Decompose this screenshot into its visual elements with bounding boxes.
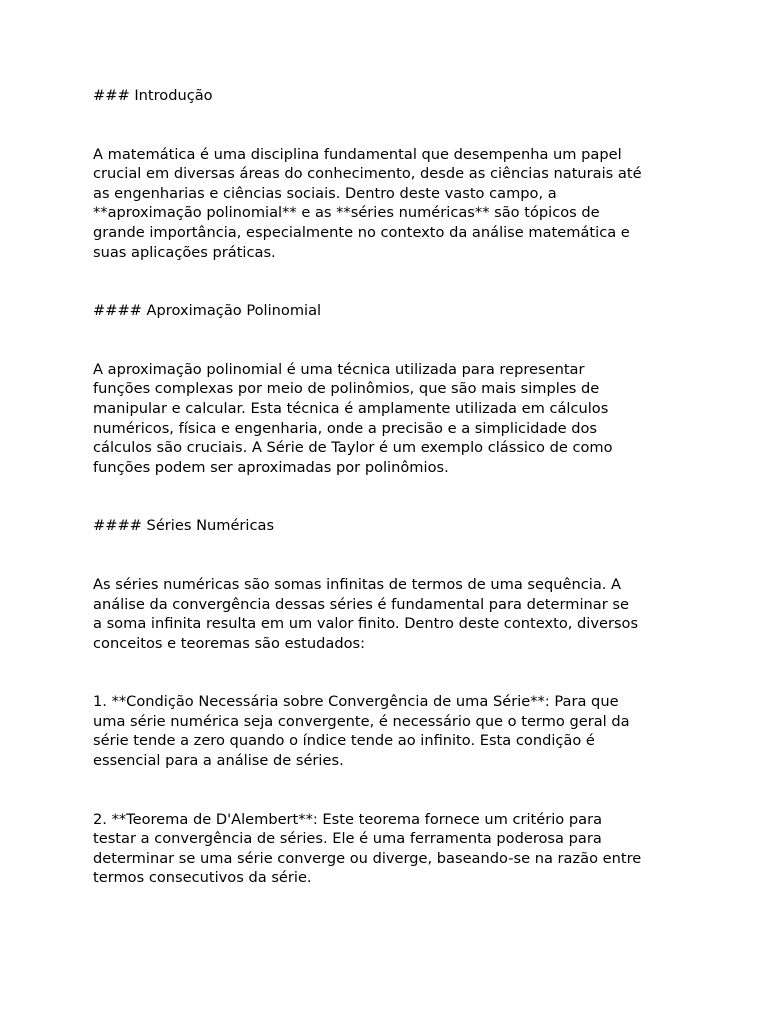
series-paragraph: As séries numéricas são somas infinitas de termos de uma sequência. A análise da convergência dessas séries é fundamental para determinar se a soma infinita resulta em um valor finito. Dentro deste contexto, diversos conceitos e teoremas são estudados:: [93, 575, 639, 652]
heading-series-numericas: #### Séries Numéricas: [93, 517, 275, 535]
polynomial-paragraph: A aproximação polinomial é uma técnica utilizada para representar funções complexas por meio de polinômios, que são mais simples de manipular e calcular. Esta técnica é amplamente utilizada em cálculos numéricos, física e engenharia, onde a precisão e a simplicidade dos cálculos são cruciais. A Série de Taylor é um exemplo clássico de como funções podem ser aproximadas por polinômios.: [93, 360, 613, 476]
document-page: [93, 86, 693, 888]
heading-introducao: ### Introdução: [93, 87, 213, 104]
list-item-1: 1. **Condição Necessária sobre Convergência de uma Série**: Para que uma série numérica seja convergente, é necessário que o termo geral da série tende a zero quando o índice tende ao infinito. Esta condição é essencial para a análise de séries.: [93, 693, 630, 770]
list-item-2: 2. **Teorema de D'Alembert**: Este teorema fornece um critério para testar a convergência de séries. Ele é uma ferramenta poderosa para determinar se uma série converge ou diverge, baseando-se na razão entre termos consecutivos da série.: [93, 810, 642, 887]
heading-aproximacao-polinomial: #### Aproximação Polinomial: [93, 302, 322, 320]
intro-paragraph: A matemática é uma disciplina fundamental que desempenha um papel crucial em diversas áreas do conhecimento, desde as ciências naturais até as engenharias e ciências sociais. Dentro deste vasto campo, a **aproximação polinomial** e as **séries numéricas** são tópicos de grande importância, especialmente no contexto da análise matemática e suas aplicações práticas.: [93, 145, 642, 261]
